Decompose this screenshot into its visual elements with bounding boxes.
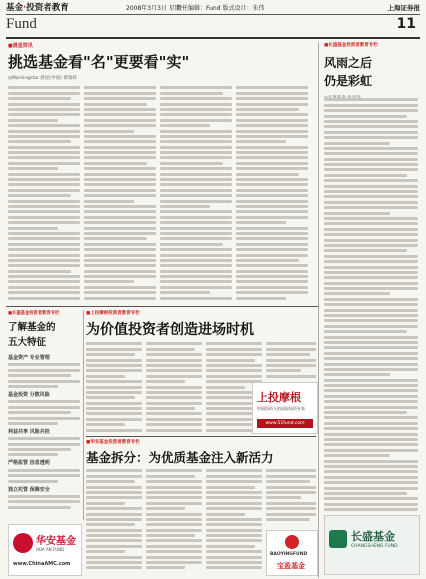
- bottom-article-col-3: [206, 467, 262, 575]
- features-title-2: 五大特征: [8, 337, 47, 348]
- huaan-ad-name: 华安基金: [36, 536, 76, 547]
- lead-article-col-2: [84, 84, 156, 306]
- baoying-ad-name: BAOYINGFUND: [270, 552, 308, 557]
- features-article-tag: ■长盛基金投资者教育专栏: [8, 311, 60, 316]
- lead-article-col-3: [160, 84, 232, 306]
- changsheng-logo-icon: [329, 530, 347, 548]
- baoying-logo-icon: [285, 535, 299, 549]
- sinoam-ad[interactable]: [252, 382, 318, 434]
- bottom-article-tag: ■华安基金投资者教育专栏: [86, 440, 140, 445]
- feature-subhead-4: 严格监管 信息透明: [8, 460, 50, 467]
- bottom-article-col-4: [266, 467, 316, 527]
- page-header: [0, 0, 426, 38]
- feature-subhead-3: 利益共享 风险共担: [8, 428, 50, 435]
- sinoam-ad-logo: 上投摩根: [257, 391, 301, 404]
- lead-article-head: [8, 42, 318, 82]
- page-number: 11: [396, 16, 416, 32]
- newspaper-name: 上海证券报: [387, 4, 420, 12]
- bottom-article-col-1: [86, 467, 142, 575]
- lead-article-col-1: [8, 84, 80, 306]
- huaan-ad[interactable]: [8, 524, 82, 576]
- issue-date: 2008年3月3日 星期一: [126, 5, 187, 12]
- changsheng-ad-sub: CHANGSHENG FUND: [351, 544, 398, 549]
- middle-article-tag: ■上投摩根投资者教育专栏: [86, 311, 140, 316]
- header-rule: [6, 37, 420, 39]
- masthead-bar: [6, 3, 420, 15]
- huaan-ad-sub: HUA AN FUND: [36, 547, 65, 552]
- section-label: Fund: [6, 16, 37, 32]
- baoying-ad-cn: 宝盈基金: [277, 562, 305, 570]
- lead-article-col-4: [236, 84, 308, 306]
- changsheng-ad[interactable]: [324, 515, 420, 575]
- bottom-article-head: [86, 439, 316, 469]
- right-column-divider: [318, 42, 319, 578]
- changsheng-ad-name: 长盛基金: [351, 530, 395, 543]
- editor-credit: 责任编辑：Fund 版式设计：朱伟: [176, 5, 265, 12]
- middle-article-col-2: [146, 340, 202, 434]
- middle-article-col-4: [266, 340, 316, 380]
- right-article-tag: ■长盛基金投资者教育专栏: [324, 43, 378, 48]
- sinoam-ad-url: www.51fund.com: [257, 419, 313, 428]
- huaan-logo-icon: [13, 533, 33, 553]
- lower-rule: [86, 436, 316, 437]
- lead-article-byline: ◎Morningstar 晨星(中国) 黄瑞莉: [8, 76, 77, 81]
- middle-article-col-1: [86, 340, 142, 434]
- feature-subhead-5: 独立托管 保障安全: [8, 486, 50, 493]
- lead-article-title: 挑选基金看"名"更要看"实": [8, 53, 190, 71]
- feature-subhead-2: 基金投资 分散风险: [8, 391, 50, 398]
- right-article-title-2: 仍是彩虹: [324, 74, 373, 88]
- mid-rule: [6, 306, 318, 307]
- right-article-title-1: 风雨之后: [324, 56, 373, 70]
- section-brand: 基金·投资者教育: [6, 3, 69, 13]
- features-article: [8, 310, 84, 520]
- feature-subhead-1: 基金资产 专业管理: [8, 355, 50, 361]
- middle-article-title: 为价值投资者创造进场时机: [86, 322, 254, 338]
- bottom-article-col-2: [146, 467, 202, 575]
- lead-article-tag: ■晨星资讯: [8, 43, 33, 49]
- sinoam-ad-tagline: 中国投资人的国际投资专家: [257, 406, 305, 411]
- baoying-ad[interactable]: [266, 530, 318, 576]
- features-title-1: 了解基金的: [8, 322, 56, 333]
- right-article-body: [324, 96, 418, 511]
- huaan-ad-url: www.ChinaAMC.com: [13, 561, 71, 567]
- bottom-article-title: 基金拆分：为优质基金注入新活力: [86, 450, 274, 465]
